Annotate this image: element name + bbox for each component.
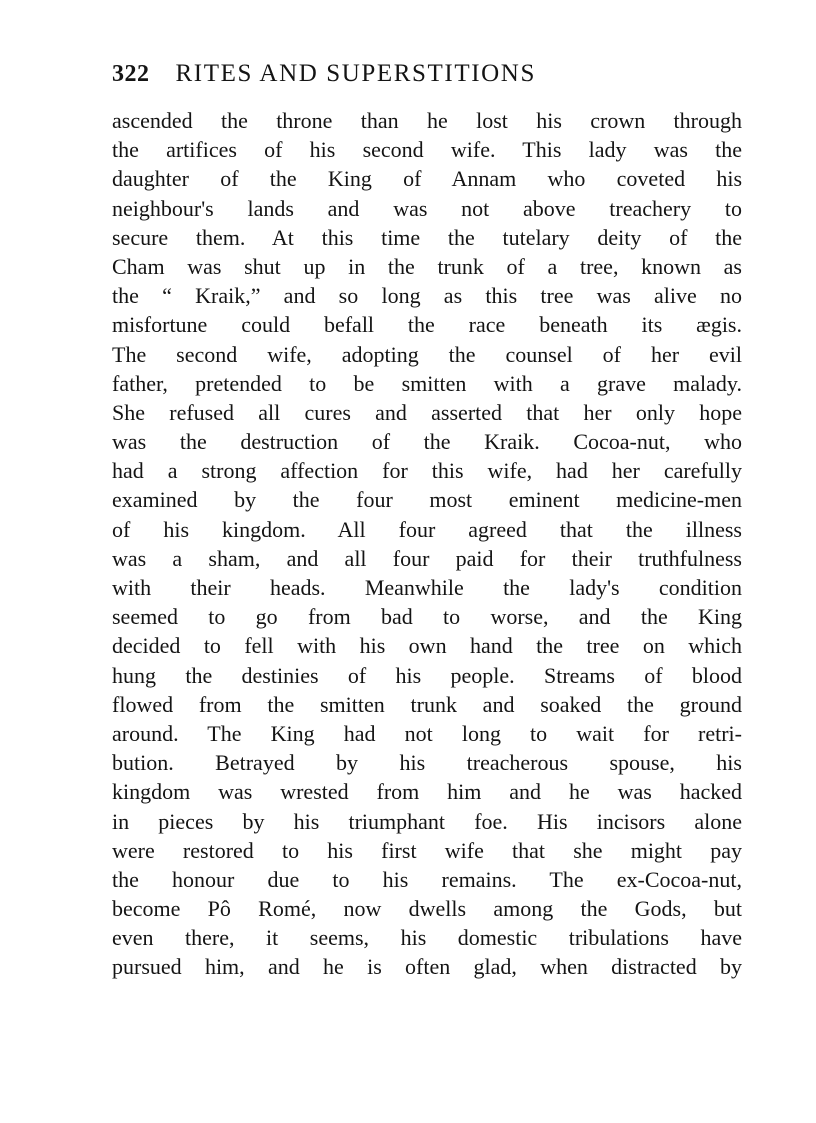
text-line: ascended the throne than he lost his crown through <box>112 108 742 133</box>
text-line: had a strong affection for this wife, had her carefully <box>112 458 742 484</box>
text-line: around. The King had not long to wait for retri- <box>112 720 742 746</box>
text-line: was a sham, and all four paid for their truthfulness <box>112 545 742 571</box>
text-line: neighbour's lands and was not above treachery to <box>112 195 742 221</box>
running-title: RITES AND SUPERSTITIONS <box>175 60 536 87</box>
text-line: become Pô Romé, now dwells among the Gods, but <box>112 896 742 922</box>
text-line: She refused all cures and asserted that her only hope <box>112 399 742 425</box>
text-line: in pieces by his triumphant foe. His incisors alone <box>112 808 742 834</box>
text-line: seemed to go from bad to worse, and the King <box>112 604 742 630</box>
text-line: with their heads. Meanwhile the lady's condition <box>112 575 742 600</box>
text-line: daughter of the King of Annam who coveted his <box>112 166 742 192</box>
text-line: were restored to his first wife that she might pay <box>112 837 742 863</box>
text-line: of his kingdom. All four agreed that the illness <box>112 516 742 542</box>
text-line: misfortune could befall the race beneath its ægis. <box>112 312 742 338</box>
body-text <box>112 106 742 982</box>
running-head <box>112 60 742 100</box>
text-line: the artifices of his second wife. This lady was the <box>112 137 742 163</box>
text-line: decided to fell with his own hand the tree on which <box>112 633 742 659</box>
text-line: Cham was shut up in the trunk of a tree, known as <box>112 253 742 279</box>
text-line: pursued him, and he is often glad, when distracted by <box>112 954 742 980</box>
text-line: even there, it seems, his domestic tribulations have <box>112 925 742 951</box>
text-line: bution. Betrayed by his treacherous spouse, his <box>112 750 742 776</box>
text-line: hung the destinies of his people. Streams of blood <box>112 662 742 688</box>
text-line: was the destruction of the Kraik. Cocoa-nut, who <box>112 429 742 455</box>
text-line: The second wife, adopting the counsel of her evil <box>112 341 742 367</box>
text-line: secure them. At this time the tutelary deity of the <box>112 224 742 250</box>
text-line: the honour due to his remains. The ex-Cocoa-nut, <box>112 866 742 892</box>
text-line: flowed from the smitten trunk and soaked the ground <box>112 691 742 717</box>
text-line: kingdom was wrested from him and he was hacked <box>112 779 742 805</box>
text-line: father, pretended to be smitten with a grave malady. <box>112 370 742 396</box>
text-line: the “ Kraik,” and so long as this tree was alive no <box>112 283 742 309</box>
page-number: 322 <box>112 61 150 87</box>
text-line: examined by the four most eminent medicine-men <box>112 487 742 513</box>
